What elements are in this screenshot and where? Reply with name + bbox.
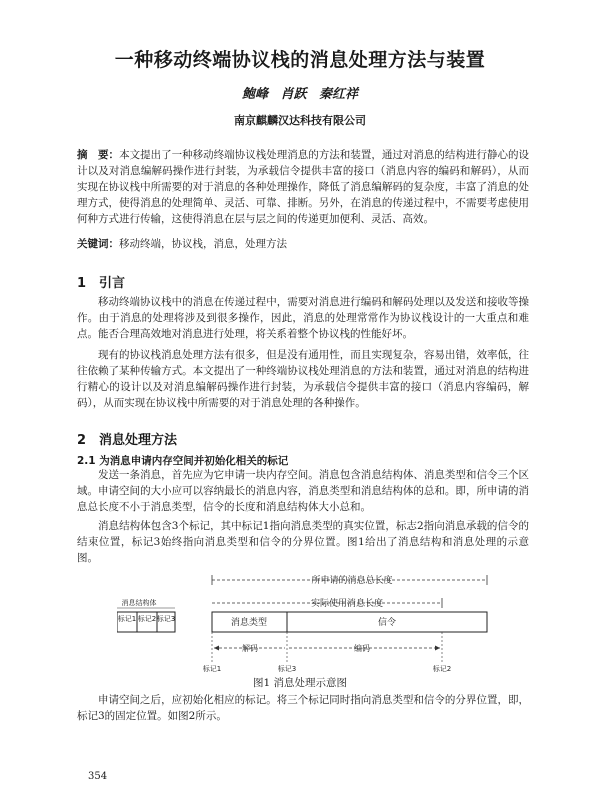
keywords-text: 移动终端，协议栈，消息，处理方法 [119, 238, 287, 250]
section-2-heading [77, 429, 177, 448]
abstract [77, 147, 529, 227]
bottom-mark3-label: 标记3 [277, 665, 297, 672]
signaling-label: 信令 [377, 618, 397, 628]
section-1-paragraph-1: 移动终端协议栈中的消息在传递过程中，需要对消息进行编码和解码处理以及发送和接收等操作。由于消息的处理将涉及到很多操作，因此，消息的处理常常作为协议栈设计的一大重点和难点。能否合理高效地对消息进行处理，将关系着整个协议栈的性能好坏。 [77, 296, 529, 340]
section-number: 1 [77, 276, 87, 291]
struct-label: 消息结构体 [121, 599, 157, 607]
decode-arrowhead [214, 646, 219, 651]
authors: 鲍峰 肖跃 秦红祥 [241, 87, 359, 102]
encode-arrowhead [435, 646, 440, 651]
keywords [77, 236, 529, 252]
page-number: 354 [88, 771, 108, 782]
section-2-paragraph-1: 发送一条消息，首先应为它申请一块内存空间。消息包含消息结构体、消息类型和信令三个区域。申请空间的大小应可以容纳最长的消息内容，消息类型和消息结构体的总和。即，所申请的消息总长度不小于消息类型，信令的长度和消息结构体大小总和。 [77, 469, 529, 513]
subsection-title: 为消息申请内存空间并初始化相关的标记 [99, 455, 289, 467]
subsection-number: 2.1 [77, 455, 96, 467]
actual-length-label: 实际使用消息长度 [310, 599, 384, 609]
section-number: 2 [77, 433, 87, 448]
subsection-2-1-heading [77, 453, 288, 468]
abstract-label: 摘 要： [77, 149, 120, 161]
message-structure-figure [117, 572, 497, 672]
bottom-mark1-label: 标记1 [202, 665, 222, 672]
applied-length-label: 所申请的消息总长度 [311, 576, 393, 586]
section-2-paragraph-3: 申请空间之后，应初始化相应的标记。将三个标记同时指向消息类型和信令的分界位置，即，标记3的固定位置。如图2所示。 [77, 694, 529, 722]
section-title: 引言 [99, 276, 126, 291]
encode-label: 编码 [354, 644, 370, 653]
decode-label: 解码 [242, 644, 258, 653]
mark3-label: 标记3 [156, 615, 176, 623]
mark1-label: 标记1 [117, 615, 137, 623]
mark2-label: 标记2 [137, 615, 157, 623]
section-1-paragraph-2: 现有的协议栈消息处理方法有很多，但是没有通用性，而且实现复杂，容易出错，效率低，往往依赖了某种传输方式。本文提出了一种终端协议栈处理消息的方法和装置，通过对消息的结构进行精心的设计以及对消息编解码操作进行封装，为承载信令提供丰富的接口（消息内容编码，解码），从而实现在协议栈中所需要的对于消息处理的各种操作。 [77, 349, 529, 409]
keywords-label: 关键词： [77, 238, 119, 250]
bottom-mark2-label: 标记2 [432, 665, 452, 672]
section-2-paragraph-2: 消息结构体包含3个标记，其中标记1指向消息类型的真实位置，标志2指向消息承载的信令的结束位置，标记3始终指向消息类型和信令的分界位置。图1给出了消息结构和消息处理的示意图。 [77, 520, 529, 564]
paper-title: 一种移动终端协议栈的消息处理方法与装置 [114, 49, 486, 71]
section-title: 消息处理方法 [99, 433, 178, 448]
figure-caption: 图1 消息处理示意图 [252, 677, 348, 689]
msg-type-label: 消息类型 [230, 618, 268, 628]
affiliation: 南京麒麟汉达科技有限公司 [234, 114, 366, 127]
abstract-text: 本文提出了一种移动终端协议栈处理消息的方法和装置，通过对消息的结构进行静心的设计以及对消息编解码操作进行封装，为承载信令提供丰富的接口（消息内容的编码和解码），从而实现在协议栈中所需要的对于消息的各种处理操作，降低了消息编解码的复杂度，丰富了消息的处理方式，使得消息的处理简单、灵活、可靠、排断。另外，在消息的传递过程中，不需要考虑使用何种方式进行传输，这使得消息在层与层之间的传递更加便利、灵活、高效。 [77, 149, 530, 225]
section-1-heading [77, 272, 125, 291]
